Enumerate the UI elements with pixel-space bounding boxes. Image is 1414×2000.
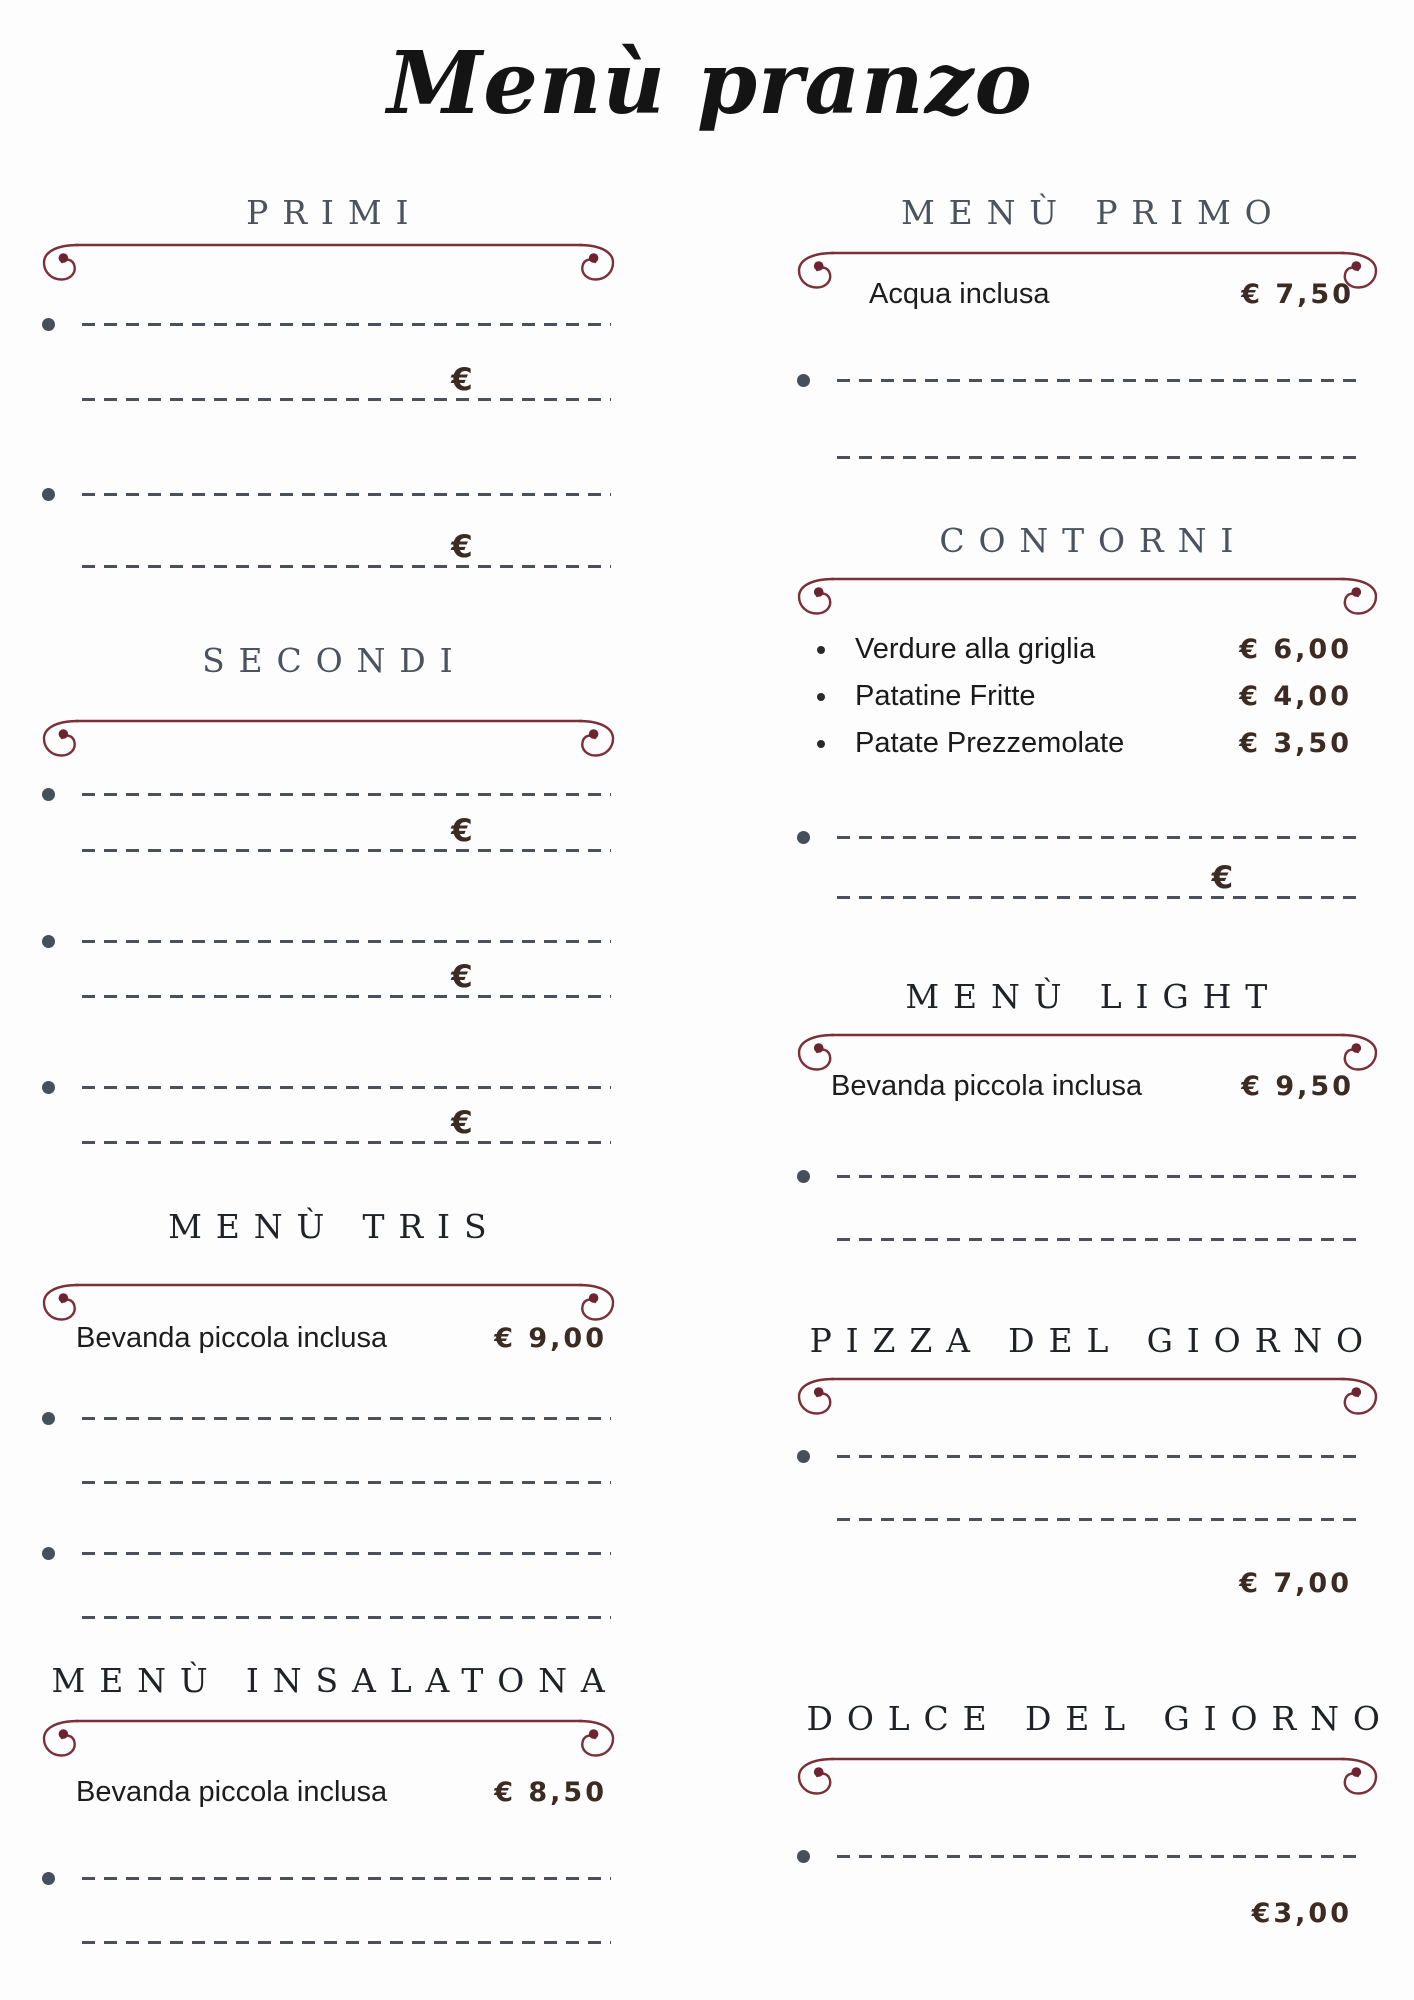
dashed-line — [82, 1877, 611, 1880]
section-price: € 7,00 — [1239, 1568, 1352, 1600]
section-title-menu-primo: MENÙ PRIMO — [900, 193, 1286, 233]
contorni-items — [795, 626, 1380, 767]
column-left — [40, 192, 617, 1944]
dashed-line — [837, 1455, 1358, 1458]
ornament-divider — [795, 574, 1380, 616]
bullet-dot — [42, 935, 55, 948]
euro-placeholder: € — [451, 1105, 475, 1142]
bullet-dot — [42, 318, 55, 331]
note-text: Acqua inclusa — [869, 278, 1050, 311]
dashed-line — [82, 995, 611, 998]
bullet-dot — [797, 831, 810, 844]
menu-line-row — [82, 1941, 617, 1944]
menu-line-row — [82, 529, 617, 568]
dashed-line — [82, 565, 611, 568]
dashed-line — [82, 398, 611, 401]
item-row — [817, 673, 1352, 720]
dashed-line — [837, 1855, 1358, 1858]
note-row — [40, 1776, 617, 1812]
page-title: Menù pranzo — [387, 33, 1033, 134]
bullet-dot — [42, 1547, 55, 1560]
ornament-divider — [795, 1754, 1380, 1796]
menu-line-row — [795, 1450, 1380, 1463]
menu-line-row — [40, 318, 617, 331]
section-title-menu-light: MENÙ LIGHT — [905, 977, 1282, 1017]
menu-line-row — [795, 831, 1380, 844]
bullet-dot — [797, 1450, 810, 1463]
bullet-dot — [42, 1872, 55, 1885]
dashed-line — [82, 323, 611, 326]
section-title-secondi: SECONDI — [202, 641, 467, 681]
item-price: € 3,50 — [1239, 728, 1352, 760]
menu-line-row — [40, 488, 617, 501]
dashed-line — [837, 1518, 1358, 1521]
note-row — [795, 278, 1380, 314]
menu-columns — [40, 192, 1394, 1944]
euro-placeholder: € — [451, 959, 475, 996]
section-title-menu-insalatona: MENÙ INSALATONA — [51, 1661, 619, 1701]
note-text: Bevanda piccola inclusa — [76, 1776, 388, 1809]
column-right — [795, 192, 1394, 1944]
item-price: € 4,00 — [1239, 681, 1352, 713]
menu-line-row — [837, 860, 1380, 899]
item-name: Patatine Fritte — [855, 680, 1036, 713]
bullet-dot — [797, 1850, 810, 1863]
menu-line-row — [82, 813, 617, 852]
menu-line-row — [795, 1170, 1380, 1183]
item-name: Verdure alla griglia — [855, 633, 1096, 666]
bullet-dot — [42, 1412, 55, 1425]
menu-line-row — [837, 1238, 1380, 1241]
dashed-line — [837, 456, 1358, 459]
dashed-line — [82, 1481, 611, 1484]
dashed-line — [82, 1141, 611, 1144]
menu-line-row — [837, 456, 1380, 459]
menu-line-row — [40, 1412, 617, 1425]
dashed-line — [82, 1616, 611, 1619]
dashed-line — [82, 493, 611, 496]
section-title-primi: PRIMI — [246, 193, 423, 233]
dashed-line — [837, 379, 1358, 382]
ornament-divider — [40, 1716, 617, 1758]
ornament-divider — [40, 240, 617, 282]
bullet-dot — [42, 1081, 55, 1094]
note-row — [40, 1322, 617, 1358]
item-bullet-dot — [817, 693, 825, 701]
dashed-line — [837, 836, 1358, 839]
item-name: Patate Prezzemolate — [855, 727, 1125, 760]
menu-line-row — [795, 1850, 1380, 1863]
note-text: Bevanda piccola inclusa — [831, 1070, 1143, 1103]
item-bullet-dot — [817, 740, 825, 748]
bullet-dot — [797, 374, 810, 387]
ornament-divider — [40, 716, 617, 758]
note-price: € 7,50 — [1241, 279, 1354, 311]
menu-line-row — [40, 788, 617, 801]
ornament-divider — [40, 1280, 617, 1322]
euro-placeholder: € — [451, 529, 475, 566]
menu-line-row — [40, 1547, 617, 1560]
dashed-line — [837, 1175, 1358, 1178]
ornament-divider — [795, 1374, 1380, 1416]
section-title-contorni: CONTORNI — [939, 521, 1248, 561]
dashed-line — [82, 849, 611, 852]
bullet-dot — [42, 788, 55, 801]
bullet-dot — [42, 488, 55, 501]
note-price: € 9,00 — [494, 1323, 607, 1355]
section-price: €3,00 — [1251, 1898, 1352, 1930]
section-title-dolce-del-giorno: DOLCE DEL GIORNO — [806, 1699, 1394, 1739]
item-bullet-dot — [817, 646, 825, 654]
menu-line-row — [40, 1081, 617, 1094]
section-title-pizza-del-giorno: PIZZA DEL GIORNO — [809, 1321, 1377, 1361]
dashed-line — [82, 1552, 611, 1555]
note-price: € 9,50 — [1241, 1071, 1354, 1103]
dashed-line — [82, 1417, 611, 1420]
section-title-menu-tris: MENÙ TRIS — [168, 1207, 501, 1247]
item-price: € 6,00 — [1239, 634, 1352, 666]
menu-line-row — [40, 935, 617, 948]
menu-line-row — [795, 374, 1380, 387]
item-row — [817, 626, 1352, 673]
note-price: € 8,50 — [494, 1777, 607, 1809]
item-row — [817, 720, 1352, 767]
dashed-line — [82, 1086, 611, 1089]
menu-line-row — [837, 1518, 1380, 1521]
bullet-dot — [797, 1170, 810, 1183]
note-text: Bevanda piccola inclusa — [76, 1322, 388, 1355]
euro-placeholder: € — [451, 362, 475, 399]
menu-line-row — [82, 1105, 617, 1144]
ornament-divider — [795, 1030, 1380, 1072]
note-row — [795, 1070, 1380, 1106]
menu-line-row — [82, 1616, 617, 1619]
dashed-line — [82, 1941, 611, 1944]
menu-line-row — [82, 362, 617, 401]
menu-line-row — [82, 959, 617, 998]
euro-placeholder: € — [1211, 860, 1236, 897]
menu-line-row — [82, 1481, 617, 1484]
dashed-line — [837, 1238, 1358, 1241]
menu-line-row — [40, 1872, 617, 1885]
dashed-line — [837, 896, 1358, 899]
dashed-line — [82, 940, 611, 943]
dashed-line — [82, 793, 611, 796]
euro-placeholder: € — [451, 813, 475, 850]
